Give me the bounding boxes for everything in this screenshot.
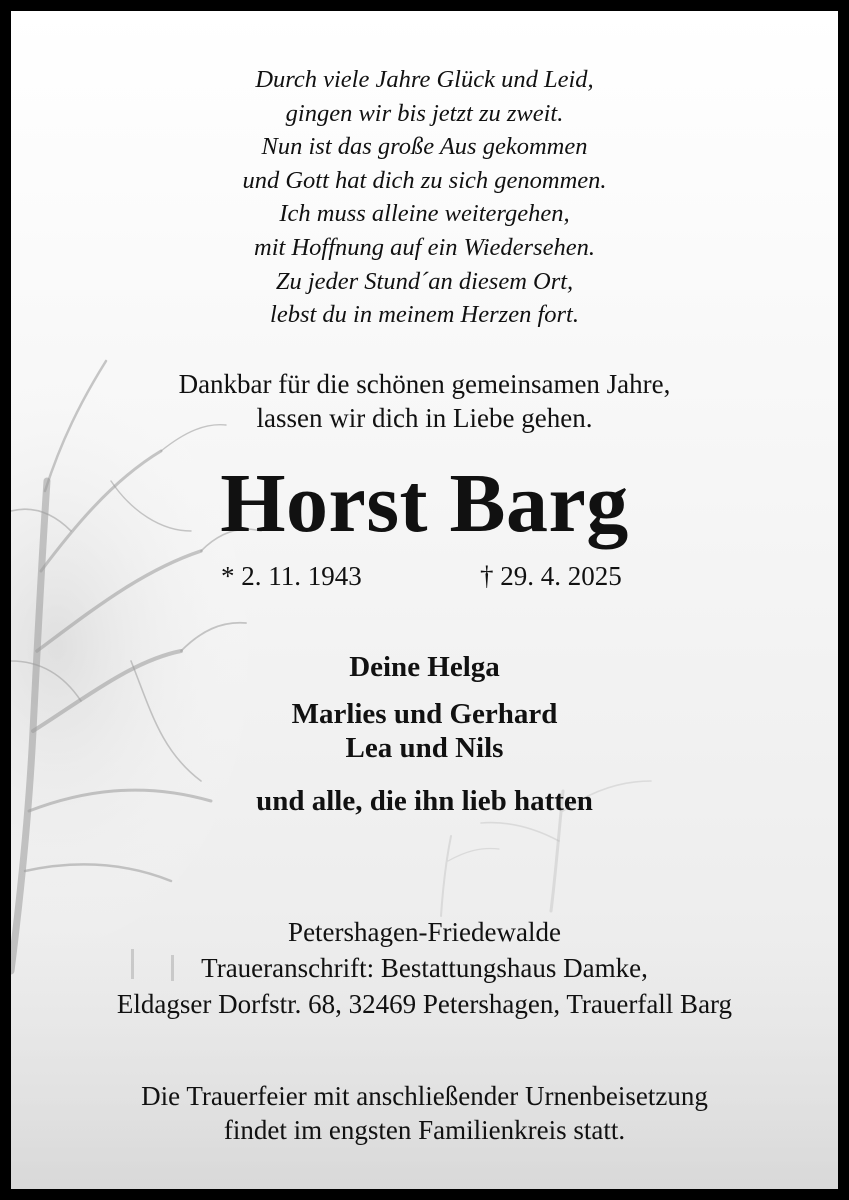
poem-line: Nun ist das große Aus gekommen [261,133,588,161]
mourner-line: Deine Helga [349,651,500,683]
memorial-poem [11,63,838,332]
funeral-service-note [11,1079,838,1147]
thanks-line: Dankbar für die schönen gemeinsamen Jahre, [178,369,671,399]
death-date: † 29. 4. 2025 [480,561,622,591]
address-line: Eldagser Dorfstr. 68, 32469 Petershagen, Trauerfall Barg [116,989,733,1019]
thanks-text [11,367,838,435]
service-line: findet im engsten Familienkreis statt. [223,1115,626,1145]
poem-line: Ich muss alleine weitergehen, [279,200,570,228]
obituary-content [11,11,838,1189]
mourning-address [11,914,838,1022]
mourner-line: und alle, die ihn lieb hatten [256,785,593,817]
poem-line: und Gott hat dich zu sich genommen. [242,166,607,194]
birth-date: * 2. 11. 1943 [221,561,362,591]
poem-line: Zu jeder Stund´an diesem Ort, [275,267,574,295]
deceased-name: Horst Barg [220,457,629,550]
thanks-line: lassen wir dich in Liebe gehen. [256,403,593,433]
service-line: Die Trauerfeier mit anschließender Urnenbeisetzung [141,1081,708,1111]
poem-line: Durch viele Jahre Glück und Leid, [255,66,594,93]
address-line: Petershagen-Friedewalde [288,917,561,947]
poem-line: lebst du in meinem Herzen fort. [270,301,579,329]
poem-line: mit Hoffnung auf ein Wiedersehen. [254,233,595,261]
mourners-list [11,647,838,821]
mourner-line: Marlies und Gerhard [291,698,558,730]
poem-line: gingen wir bis jetzt zu zweit. [285,99,564,127]
address-line: Traueranschrift: Bestattungshaus Damke, [201,953,648,983]
mourner-line: Lea und Nils [345,732,504,764]
